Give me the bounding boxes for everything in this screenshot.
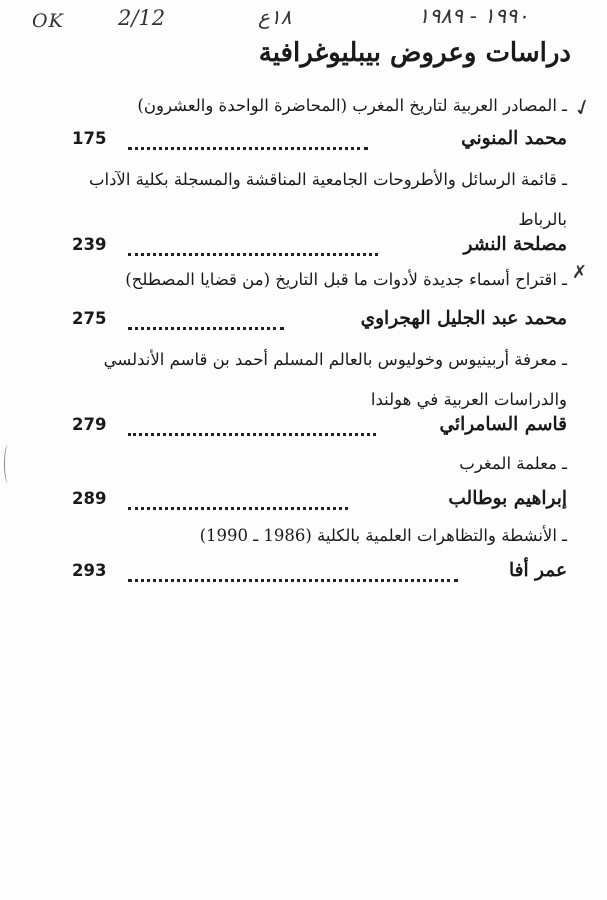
author-row-3 — [72, 308, 567, 338]
handwritten-date-note: 2/12 — [118, 6, 166, 30]
dot-leader — [128, 245, 378, 256]
dot-leader — [128, 139, 368, 150]
handwritten-ok-note: OK — [32, 10, 64, 32]
page-number-4: 279 — [72, 415, 107, 434]
author-name-6: عمر أفا — [508, 560, 567, 581]
dot-leader — [128, 319, 284, 330]
author-row-1 — [72, 128, 567, 158]
page-number-6: 293 — [72, 561, 107, 580]
author-name-3: محمد عبد الجليل الهجراوي — [360, 308, 567, 329]
handwritten-volume-note: ١٨ع — [258, 5, 292, 29]
page-number-1: 175 — [72, 129, 107, 148]
margin-check-mark: ✓ — [570, 93, 597, 124]
entry-title-4: ـ معرفة أربينيوس وخوليوس بالعالم المسلم أحمد بن قاسم الأندلسي والدراسات العربية في هولندا — [103, 350, 567, 409]
edge-bracket-mark — [4, 444, 13, 484]
dot-leader — [128, 499, 348, 510]
author-row-2 — [72, 234, 567, 264]
author-row-6 — [72, 560, 567, 590]
author-name-4: قاسم السامرائي — [439, 414, 567, 435]
dot-leader — [128, 425, 376, 436]
entry-title-2: ـ قائمة الرسائل والأطروحات الجامعية المناقشة والمسجلة بكلية الآداب بالرباط — [88, 170, 567, 229]
author-row-4 — [72, 414, 567, 444]
margin-cross-mark: ✗ — [572, 262, 588, 283]
author-name-5: إبراهيم بوطالب — [448, 488, 567, 509]
entry-title-3: ـ اقتراح أسماء جديدة لأدوات ما قبل التاريخ (من قضايا المصطلح) — [125, 270, 567, 289]
author-name-1: محمد المنوني — [461, 128, 567, 149]
page-number-2: 239 — [72, 235, 107, 254]
page-number-3: 275 — [72, 309, 107, 328]
entry-title-6: ـ الأنشطة والتظاهرات العلمية بالكلية (1986 ـ 1990) — [199, 526, 567, 545]
entry-title-5: ـ معلمة المغرب — [459, 454, 567, 473]
page-number-5: 289 — [72, 489, 107, 508]
handwritten-years-note: ١٩٩٠ - ١٩٨٩ — [418, 4, 529, 28]
author-row-5 — [72, 488, 567, 518]
entry-title-1: ـ المصادر العربية لتاريخ المغرب (المحاضرة الواحدة والعشرون) — [137, 96, 567, 115]
dot-leader — [128, 571, 458, 582]
author-name-2: مصلحة النشر — [463, 234, 567, 255]
section-title: دراسات وعروض بيبليوغرافية — [258, 38, 571, 68]
